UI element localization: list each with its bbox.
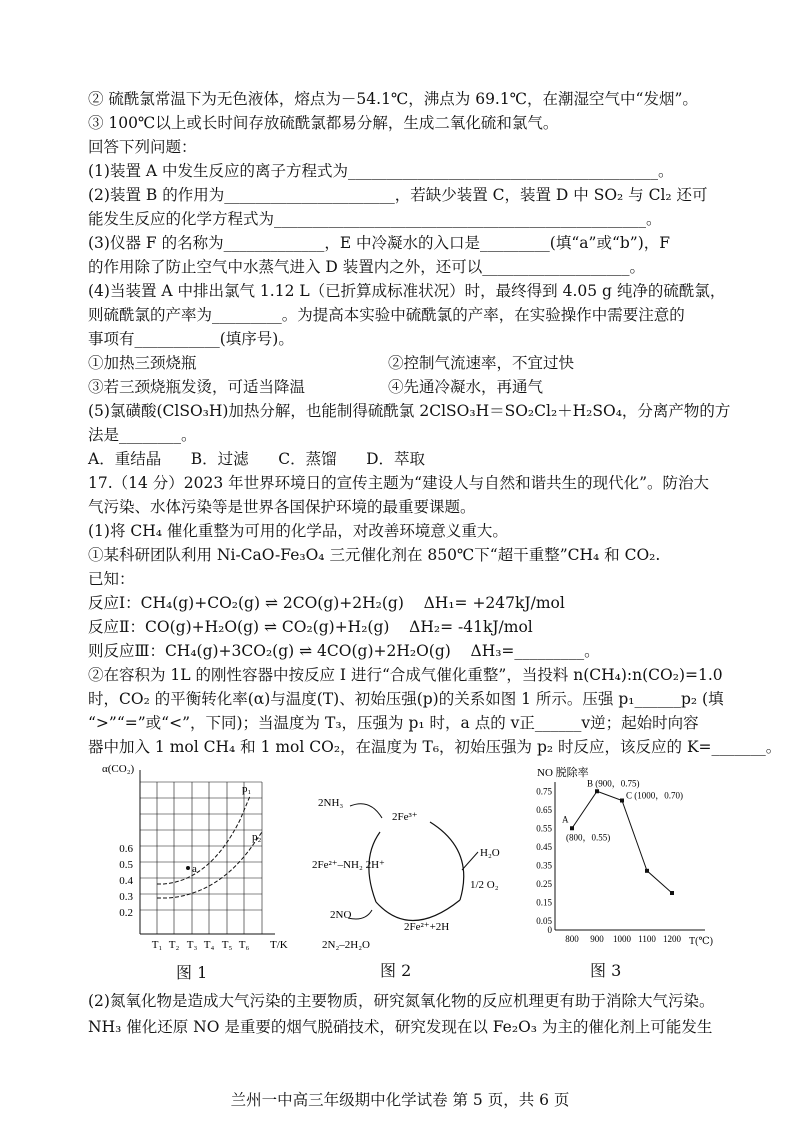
fig1-ytick: 0.5: [119, 859, 133, 871]
figure-2-caption: 图 2: [380, 961, 412, 980]
text-line: (2)装置 B 的作用为______________________，若缺少装置 C，装置 D 中 SO₂ 与 Cl₂ 还可: [88, 186, 708, 204]
fig3-ytick: 0.35: [536, 860, 552, 871]
fig3-xtick: 1000: [613, 934, 631, 944]
text-line: 事项有___________(填序号)。: [88, 330, 294, 348]
fig1-ytick: 0.3: [119, 891, 133, 903]
fig3-point: [570, 826, 574, 830]
figure-3-chart: [525, 764, 715, 956]
text-line: (1)将 CH₄ 催化重整为可用的化学品，对改善环境意义重大。: [88, 522, 508, 540]
fig3-point: [620, 799, 624, 803]
fig2-label: 2Fe²⁺+2H: [404, 921, 450, 933]
fig3-marks: [536, 778, 683, 944]
text-line: (4)当装置 A 中排出氯气 1.12 L（已折算成标准状况）时，最终得到 4.05 g 纯净的硫酰氯，: [88, 282, 726, 300]
option-4: ④先通冷凝水，再通气: [388, 378, 544, 396]
fig3-ytick: 0.45: [536, 841, 552, 852]
text-line: 法是________。: [88, 426, 197, 444]
fig3-ytick: 0.05: [536, 915, 552, 926]
fig3-xtick: 800: [565, 934, 579, 944]
text-line: “>”“=”或“<”，下同)；当温度为 T₃，压强为 p₁ 时，a 点的 v正______v逆；起始时向容: [88, 714, 699, 732]
fig3-xtick: 900: [590, 934, 604, 944]
fig3-ytick: 0.15: [536, 897, 552, 908]
text-line: 时，CO₂ 的平衡转化率(α)与温度(T)、初始压强(p)的关系如图 1 所示。压强 p₁______p₂ (填: [88, 690, 724, 708]
fig2-arrow-right: [430, 822, 464, 900]
fig1-ylabel: α(CO₂): [102, 763, 135, 775]
text-line: (1)装置 A 中发生反应的离子方程式为________________________________________。: [88, 162, 674, 180]
choice-options: A．重结晶 B．过滤 C．蒸馏 D．萃取: [88, 450, 426, 468]
figure-1-chart: [100, 760, 290, 960]
fig1-yticks: [119, 843, 133, 919]
question-17-title: 17.（14 分）2023 年世界环境日的宣传主题为“建设人与自然和谐共生的现代化”。防治大: [88, 474, 710, 492]
reaction-2: 反应Ⅱ：CO(g)+H₂O(g) ⇌ CO₂(g)+H₂(g) ΔH₂= -41kJ/mol: [88, 618, 533, 636]
fig1-xticks: [152, 939, 250, 951]
fig3-point: [670, 891, 674, 895]
fig1-label-p1: p₁: [242, 783, 252, 795]
fig3-annotation: C (1000，0.70): [626, 790, 683, 801]
fig2-arrow-h2o: [462, 852, 478, 870]
text-line: ③ 100℃以上或长时间存放硫酰氯都易分解，生成二氧化硫和氯气。: [88, 114, 559, 132]
fig3-ytick: 0.25: [536, 878, 552, 889]
text-line: 回答下列问题：: [88, 138, 197, 156]
text-line: 的作用除了防止空气中水蒸气进入 D 装置内之外，还可以___________________。: [88, 258, 646, 276]
fig1-point-a: [186, 866, 190, 870]
fig1-ytick: 0.4: [119, 875, 133, 887]
fig2-arrow-bottom: [376, 900, 460, 921]
option-2: ②控制气流速率，不宜过快: [388, 354, 575, 372]
fig2-label: 2N₂–2H₂O: [322, 939, 371, 951]
fig2-label: 2NO: [330, 909, 352, 921]
fig1-curve-p2: [157, 832, 262, 898]
text-line: (5)氯磺酸(ClSO₃H)加热分解，也能制得硫酰氯 2ClSO₃H＝SO₂Cl₂＋H₂SO₄，分离产物的方: [88, 402, 731, 420]
reaction-1: 反应Ⅰ：CH₄(g)+CO₂(g) ⇌ 2CO(g)+2H₂(g) ΔH₁= +247kJ/mol: [88, 594, 565, 612]
fig2-label: 2NH₃: [318, 797, 344, 809]
text-line: ② 硫酰氯常温下为无色液体，熔点为－54.1℃，沸点为 69.1℃，在潮湿空气中“发烟”。: [88, 90, 698, 108]
fig3-ytick: 0.65: [536, 804, 552, 815]
reaction-3: 则反应Ⅲ：CH₄(g)+3CO₂(g) ⇌ 4CO(g)+2H₂O(g) ΔH₃=_________。: [88, 642, 600, 660]
text-line: ②在容积为 1L 的刚性容器中按反应 I 进行“合成气催化重整”，当投料 n(CH₄):n(CO₂)=1.0: [88, 666, 723, 684]
fig3-ytick: 0.75: [536, 786, 552, 797]
fig1-ytick: 0.2: [119, 907, 133, 919]
figure-3-caption: 图 3: [590, 961, 622, 980]
fig3-annotation: B (900，0.75): [587, 778, 640, 789]
fig1-point-label: a: [192, 863, 197, 875]
fig2-labels: [312, 797, 500, 951]
option-1: ①加热三颈烧瓶: [88, 354, 197, 372]
fig3-ytick: 0.55: [536, 823, 552, 834]
page-footer: 兰州一中高三年级期中化学试卷 第 5 页，共 6 页: [230, 1091, 570, 1109]
fig3-xtick: 1100: [638, 934, 656, 944]
fig1-xtick: T₆: [238, 939, 250, 951]
text-line: 已知：: [88, 570, 135, 588]
fig3-xlabel: T(℃): [689, 936, 713, 947]
text-line: 器中加入 1 mol CH₄ 和 1 mol CO₂，在温度为 T₆，初始压强为 p₂ 时反应，该反应的 K=_______。: [88, 738, 782, 756]
fig3-ytick: 0: [547, 925, 552, 935]
fig3-xtick: 1200: [663, 934, 681, 944]
fig3-annotation: A: [562, 814, 569, 825]
fig2-arrow-nh3: [350, 804, 382, 818]
fig3-point: [645, 869, 649, 873]
fig3-annotation: (800，0.55): [566, 832, 611, 843]
fig2-arrow-no: [348, 910, 372, 919]
fig1-xtick: T₁: [151, 939, 163, 951]
fig2-label: 2Fe³⁺: [392, 811, 418, 823]
fig3-point: [595, 789, 599, 793]
fig2-label: 2Fe²⁺–NH₂ 2H⁺: [312, 859, 385, 871]
fig1-xtick: T₃: [186, 939, 198, 951]
text-line: 气污染、水体污染等是世界各国保护环境的最重要课题。: [88, 498, 476, 516]
text-line: 则硫酰氯的产率为_________。为提高本实验中硫酰氯的产率，在实验操作中需要注意的: [88, 306, 685, 324]
text-line: (3)仪器 F 的名称为_____________，E 中冷凝水的入口是_________(填“a”或“b”)，F: [88, 234, 671, 252]
fig1-curve-p1: [157, 796, 250, 884]
text-line: ①某科研团队利用 Ni-CaO-Fe₃O₄ 三元催化剂在 850℃下“超干重整”CH₄ 和 CO₂.: [88, 546, 661, 564]
text-line: 能发生反应的化学方程式为________________________________________________。: [88, 210, 662, 228]
figure-2-mechanism: [310, 790, 510, 960]
figure-1-caption: 图 1: [176, 963, 208, 982]
fig1-grid: [140, 782, 262, 934]
fig1-xtick: T₅: [221, 939, 233, 951]
fig2-label: 1/2 O₂: [470, 879, 499, 891]
fig2-label: H₂O: [480, 847, 500, 859]
fig3-ylabel: NO 脱除率: [537, 767, 589, 779]
fig1-ytick: 0.6: [119, 843, 133, 855]
fig1-xlabel: T/K: [270, 939, 288, 951]
fig1-label-p2: p₂: [252, 831, 262, 843]
option-3: ③若三颈烧瓶发烫，可适当降温: [88, 378, 306, 396]
text-line: NH₃ 催化还原 NO 是重要的烟气脱硝技术，研究发现在以 Fe₂O₃ 为主的催化剂上可能发生: [88, 1018, 713, 1036]
fig1-xtick: T₂: [168, 939, 180, 951]
text-line: (2)氮氧化物是造成大气污染的主要物质，研究氮氧化物的反应机理更有助于消除大气污染。: [88, 992, 715, 1010]
fig1-xtick: T₄: [203, 939, 215, 951]
